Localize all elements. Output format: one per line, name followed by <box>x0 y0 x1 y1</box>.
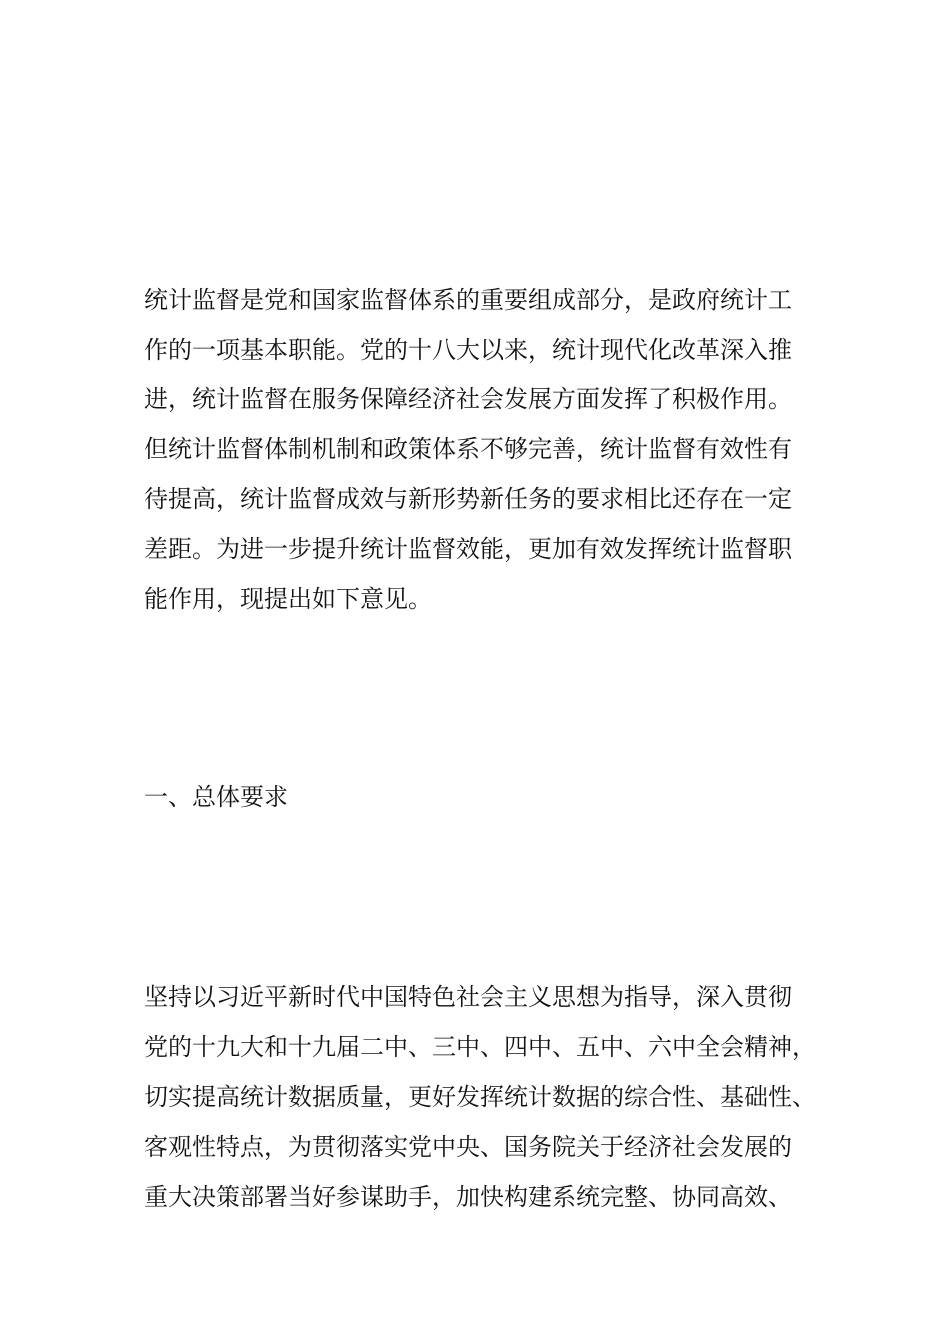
intro-line: 作的一项基本职能。党的十八大以来，统计现代化改革深入推 <box>144 336 792 364</box>
intro-line: 能作用，现提出如下意见。 <box>144 585 432 613</box>
section-body-line: 坚持以习近平新时代中国特色社会主义思想为指导，深入贯彻 <box>144 983 792 1011</box>
intro-line: 进，统计监督在服务保障经济社会发展方面发挥了积极作用。 <box>144 385 792 413</box>
intro-line: 待提高，统计监督成效与新形势新任务的要求相比还存在一定 <box>144 485 792 513</box>
intro-line: 差距。为进一步提升统计监督效能，更加有效发挥统计监督职 <box>144 535 792 563</box>
section-heading: 一、总体要求 <box>144 783 288 811</box>
section-body-line: 党的十九大和十九届二中、三中、四中、五中、六中全会精神， <box>144 1033 816 1061</box>
section-body-line: 切实提高统计数据质量，更好发挥统计数据的综合性、基础性、 <box>144 1083 816 1111</box>
intro-line: 但统计监督体制机制和政策体系不够完善，统计监督有效性有 <box>144 435 792 463</box>
intro-line: 统计监督是党和国家监督体系的重要组成部分，是政府统计工 <box>144 286 792 314</box>
section-body-line: 客观性特点，为贯彻落实党中央、国务院关于经济社会发展的 <box>144 1133 792 1161</box>
section-body-line: 重大决策部署当好参谋助手，加快构建系统完整、协同高效、 <box>144 1183 792 1211</box>
